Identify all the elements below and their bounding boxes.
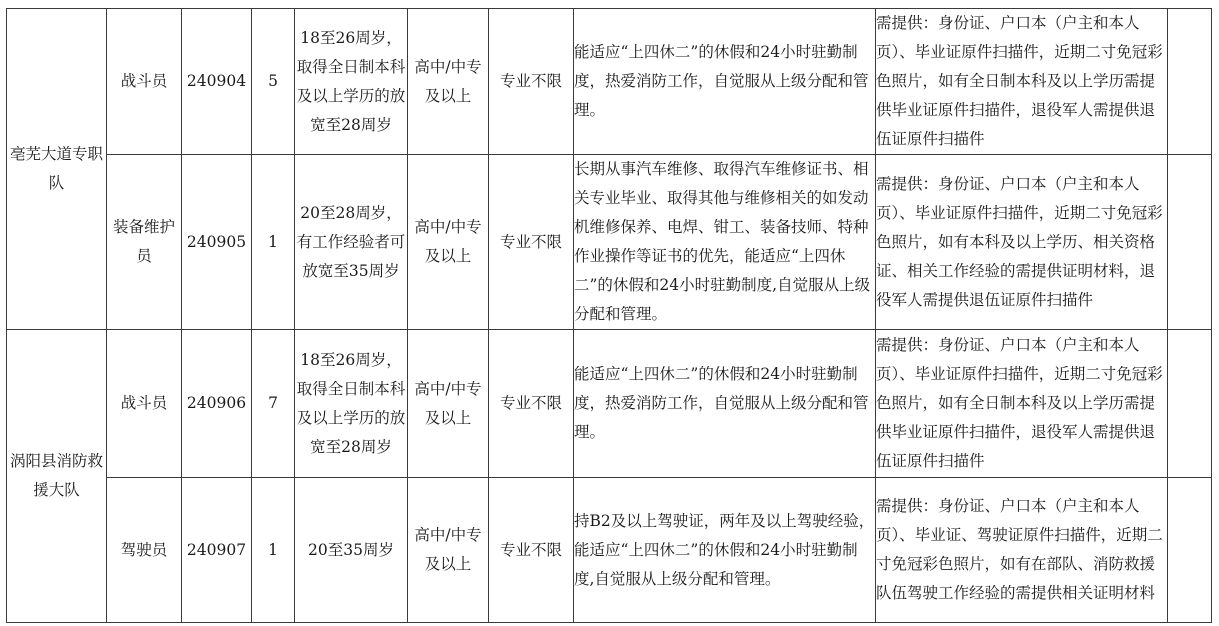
- code-cell: [182, 9, 252, 155]
- headcount: 1: [268, 540, 278, 559]
- note-cell: [1168, 330, 1212, 478]
- code-cell: [182, 155, 252, 330]
- major-requirement: 专业不限: [499, 232, 562, 251]
- education-cell: [408, 9, 489, 155]
- table-row: [7, 9, 1212, 155]
- post-code: 240907: [186, 540, 247, 559]
- age-cell: [295, 478, 408, 623]
- required-documents: 需提供：身份证、户口本（户主和本人页）、毕业证原件扫描件，近期二寸免冠彩色照片，如有全日制本科及以上学历需提供毕业证原件扫描件，退役军人需提供退伍证原件扫描件: [876, 336, 1163, 470]
- other-conditions: 长期从事汽车维修、取得汽车维修证书、相关专业毕业、取得其他与维修相关的如发动机维修保养、电焊、钳工、装备技师、特种作业操作等证书的优先，能适应“上四休二”的休假和24小时驻勤制度,自觉服从上级分配和管理。: [574, 160, 871, 323]
- count-cell: [252, 330, 295, 478]
- post-name: 驾驶员: [120, 540, 168, 559]
- age-cell: [295, 9, 408, 155]
- code-cell: [182, 330, 252, 478]
- documents-cell: [876, 478, 1168, 623]
- unit-cell: [7, 9, 107, 330]
- education-cell: [408, 330, 489, 478]
- required-documents: 需提供：身份证、户口本（户主和本人页）、毕业证原件扫描件，近期二寸免冠彩色照片，如有本科及以上学历、相关资格证、相关工作经验的需提供证明材料，退役军人需提供退伍证原件扫描件: [876, 174, 1163, 309]
- education-requirement: 高中/中专及以上: [414, 526, 482, 573]
- post-name: 战斗员: [120, 72, 168, 90]
- headcount: 5: [268, 72, 278, 90]
- post-cell: [107, 330, 182, 478]
- major-requirement: 专业不限: [499, 540, 562, 559]
- required-documents: 需提供：身份证、户口本（户主和本人页）、毕业证原件扫描件，近期二寸免冠彩色照片，如有全日制本科及以上学历需提供毕业证原件扫描件，退役军人需提供退伍证原件扫描件: [876, 14, 1163, 148]
- education-requirement: 高中/中专及以上: [414, 57, 482, 105]
- table-row: [7, 330, 1212, 478]
- documents-cell: [876, 9, 1168, 155]
- count-cell: [252, 9, 295, 155]
- unit-name: 涡阳县消防救援大队: [9, 452, 103, 499]
- age-requirement: 18至26周岁，取得全日制本科及以上学历的放宽至28周岁: [296, 28, 406, 134]
- education-cell: [408, 155, 489, 330]
- conditions-cell: [574, 330, 876, 478]
- age-requirement: 20至28周岁，有工作经验者可放宽至35周岁: [296, 203, 406, 280]
- count-cell: [252, 478, 295, 623]
- post-code: 240905: [186, 232, 247, 251]
- documents-cell: [876, 330, 1168, 478]
- documents-cell: [876, 155, 1168, 330]
- age-requirement: 20至35周岁: [308, 540, 394, 559]
- post-cell: [107, 478, 182, 623]
- conditions-cell: [574, 155, 876, 330]
- headcount: 1: [268, 232, 278, 251]
- conditions-cell: [574, 478, 876, 623]
- conditions-cell: [574, 9, 876, 155]
- age-cell: [295, 330, 408, 478]
- post-name: 战斗员: [120, 394, 168, 412]
- table-row: [7, 478, 1212, 623]
- education-requirement: 高中/中专及以上: [414, 218, 482, 265]
- unit-name: 亳芜大道专职队: [9, 145, 103, 192]
- major-cell: [489, 330, 574, 478]
- post-name: 装备维护员: [112, 218, 175, 265]
- major-cell: [489, 155, 574, 330]
- age-cell: [295, 155, 408, 330]
- education-requirement: 高中/中专及以上: [414, 379, 482, 427]
- other-conditions: 能适应“上四休二”的休假和24小时驻勤制度，热爱消防工作，自觉服从上级分配和管理。: [574, 365, 869, 441]
- age-requirement: 18至26周岁，取得全日制本科及以上学历的放宽至28周岁: [296, 350, 406, 456]
- note-cell: [1168, 155, 1212, 330]
- post-cell: [107, 9, 182, 155]
- table-row: [7, 155, 1212, 330]
- post-cell: [107, 155, 182, 330]
- other-conditions: 能适应“上四休二”的休假和24小时驻勤制度，热爱消防工作，自觉服从上级分配和管理。: [574, 43, 869, 119]
- major-requirement: 专业不限: [499, 72, 562, 90]
- note-cell: [1168, 478, 1212, 623]
- recruitment-table: [6, 8, 1212, 623]
- code-cell: [182, 478, 252, 623]
- note-cell: [1168, 9, 1212, 155]
- headcount: 7: [268, 394, 278, 412]
- required-documents: 需提供：身份证、户口本（户主和本人页）、毕业证、驾驶证原件扫描件，近期二寸免冠彩色照片，如有在部队、消防救援队伍驾驶工作经验的需提供相关证明材料: [876, 497, 1163, 602]
- major-requirement: 专业不限: [499, 394, 562, 412]
- post-code: 240906: [186, 394, 247, 412]
- unit-cell: [7, 330, 107, 623]
- major-cell: [489, 9, 574, 155]
- education-cell: [408, 478, 489, 623]
- count-cell: [252, 155, 295, 330]
- other-conditions: 持B2及以上驾驶证，两年及以上驾驶经验，能适应“上四休二”的休假和24小时驻勤制度,自觉服从上级分配和管理。: [574, 511, 875, 588]
- major-cell: [489, 478, 574, 623]
- post-code: 240904: [186, 72, 247, 90]
